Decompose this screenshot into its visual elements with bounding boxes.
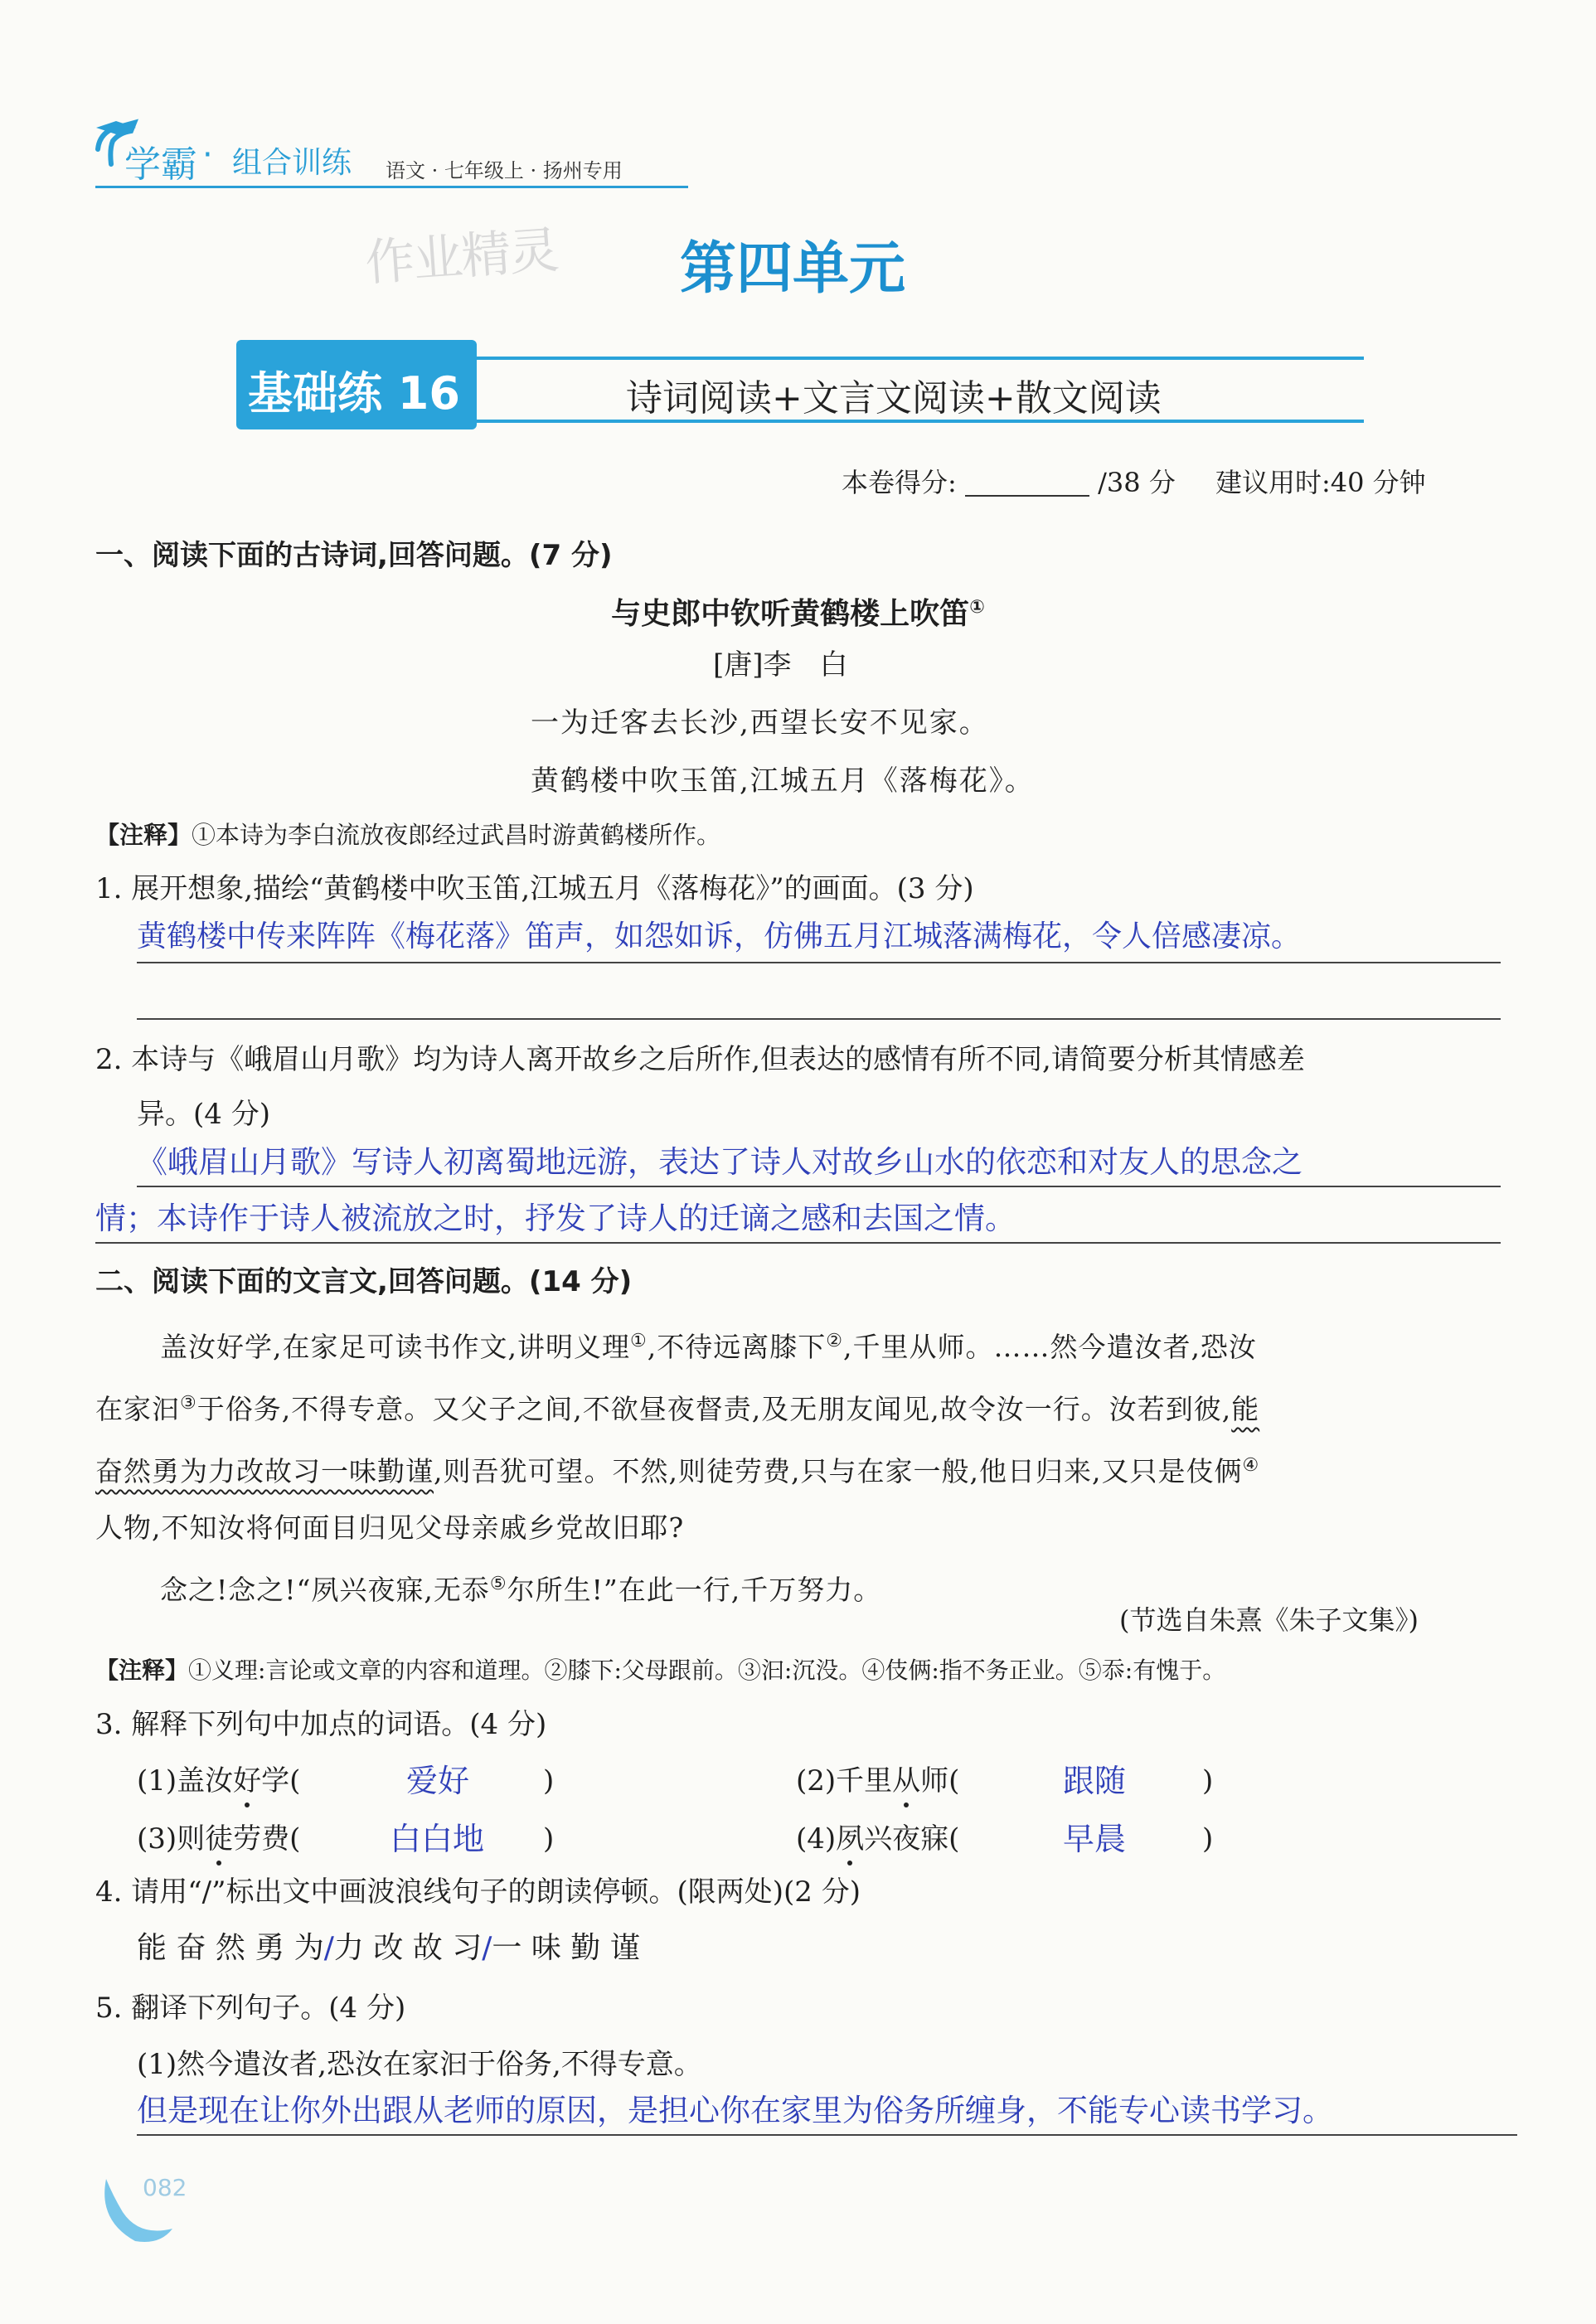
q3-close-2: ) bbox=[1202, 1764, 1214, 1798]
question-4: 4. 请用“/”标出文中画波浪线句子的朗读停顿。(限两处)(2 分) bbox=[95, 1875, 861, 1909]
q3-answer-1: 爱好 bbox=[406, 1763, 470, 1799]
answer-5-rule bbox=[137, 2134, 1517, 2136]
note-label: 【注释】 bbox=[95, 821, 192, 849]
passage bbox=[95, 1313, 1513, 1618]
answer-2-rule-1 bbox=[137, 1186, 1501, 1187]
q3-close-3: ) bbox=[543, 1822, 555, 1856]
poem-author: [唐]李 白 bbox=[713, 648, 848, 682]
brand-sub: 组合训练 bbox=[232, 146, 352, 180]
answer-1: 黄鹤楼中传来阵阵《梅花落》笛声，如怨如诉，仿佛五月江城落满梅花，令人倍感凄凉。 bbox=[137, 919, 1302, 953]
dotted-word: 夙 bbox=[836, 1819, 864, 1859]
answer-2-line-1: 《峨眉山月歌》写诗人初离蜀地远游，表达了诗人对故乡山水的依恋和对友人的思念之 bbox=[137, 1144, 1303, 1180]
banner-rule-top bbox=[477, 357, 1364, 360]
q3-item-2: (2)千里从师( bbox=[796, 1761, 959, 1801]
section-badge: 基础练 16 bbox=[248, 367, 460, 420]
passage-source: (节选自朱熹《朱子文集》) bbox=[1119, 1604, 1419, 1636]
question-5-1: (1)然今遣汝者,恐汝在家汩于俗务,不得专意。 bbox=[137, 2048, 702, 2081]
watermark: 作业精灵 bbox=[363, 221, 560, 293]
q3-close-4: ) bbox=[1202, 1822, 1214, 1856]
dotted-word: 好 bbox=[233, 1761, 261, 1801]
score-total: /38 分 bbox=[1098, 467, 1176, 498]
q3-item-4: (4)夙兴夜寐( bbox=[796, 1819, 959, 1859]
pause-slash-2: / bbox=[482, 1931, 492, 1965]
q3-answer-4: 早晨 bbox=[1063, 1821, 1127, 1857]
passage-line-2: 在家汩③于俗务,不得专意。又父子之间,不欲昼夜督责,及无朋友闻见,故令汝一行。汝若到彼,能 bbox=[95, 1393, 1260, 1425]
score-blank[interactable] bbox=[965, 470, 1089, 497]
time-label: 建议用时:40 分钟 bbox=[1215, 467, 1426, 498]
q3-answer-2: 跟随 bbox=[1063, 1763, 1127, 1799]
poem-note bbox=[95, 818, 720, 852]
score-line bbox=[842, 463, 1505, 502]
poem-title-text: 与史郎中钦听黄鹤楼上吹笛 bbox=[611, 597, 970, 631]
passage-line-4: 人物,不知汝将何面目归见父母亲戚乡党故旧耶? bbox=[95, 1511, 685, 1544]
question-3: 3. 解释下列句中加点的词语。(4 分) bbox=[95, 1708, 547, 1741]
q3-item-1: (1)盖汝好学( bbox=[137, 1761, 300, 1801]
section-banner bbox=[236, 340, 1364, 429]
note-text-2: ①义理:言论或文章的内容和道理。②膝下:父母跟前。③汩:沉没。④伎俩:指不务正业。⑤忝:有愧于。 bbox=[188, 1657, 1226, 1684]
score-label: 本卷得分: bbox=[842, 467, 957, 498]
answer-5-1: 但是现在让你外出跟从老师的原因，是担心你在家里为俗务所缠身，不能专心读书学习。 bbox=[137, 2093, 1333, 2128]
poem-line-1: 一为迁客去长沙,西望长安不见家。 bbox=[531, 706, 989, 740]
brand-main: 学霸 bbox=[124, 143, 197, 186]
q3-answer-3: 白白地 bbox=[390, 1821, 485, 1857]
wavy-sentence-start: 能 bbox=[1231, 1393, 1260, 1425]
q3-close-1: ) bbox=[543, 1764, 555, 1798]
passage-line-3: 奋然勇为力改故习一味勤谨,则吾犹可望。不然,则徒劳费,只与在家一般,他日归来,又只是伎俩④ bbox=[95, 1455, 1260, 1487]
note-text: ①本诗为李白流放夜郎经过武昌时游黄鹤楼所作。 bbox=[192, 821, 721, 849]
answer-1-line-1 bbox=[137, 962, 1501, 963]
part1-heading: 一、阅读下面的古诗词,回答问题。(7 分) bbox=[95, 539, 613, 572]
question-2-line-1: 2. 本诗与《峨眉山月歌》均为诗人离开故乡之后所作,但表达的感情有所不同,请简要分析其情感差 bbox=[95, 1043, 1305, 1076]
poem-line-2: 黄鹤楼中吹玉笛,江城五月《落梅花》。 bbox=[531, 764, 1035, 798]
note-label-2: 【注释】 bbox=[95, 1657, 189, 1684]
header bbox=[91, 116, 688, 191]
wavy-sentence: 奋然勇为力改故习一味勤谨 bbox=[95, 1455, 434, 1487]
question-1: 1. 展开想象,描绘“黄鹤楼中吹玉笛,江城五月《落梅花》”的画面。(3 分) bbox=[95, 872, 974, 905]
page-number: 082 bbox=[143, 2174, 187, 2201]
brand-dot: · bbox=[202, 136, 213, 174]
question-2-line-2: 异。(4 分) bbox=[137, 1098, 270, 1131]
pause-slash-1: / bbox=[323, 1931, 334, 1965]
passage-note bbox=[95, 1653, 1225, 1688]
answer-1-line-2 bbox=[137, 1018, 1501, 1020]
dotted-word: 徒 bbox=[205, 1819, 233, 1859]
subject-label: 语文 · 七年级上 · 扬州专用 bbox=[386, 159, 623, 182]
dotted-word: 从 bbox=[892, 1761, 920, 1801]
passage-line-5: 念之!念之!“夙兴夜寐,无忝⑤尔所生!”在此一行,千万努力。 bbox=[160, 1574, 882, 1606]
q3-item-3: (3)则徒劳费( bbox=[137, 1819, 300, 1859]
part2-heading: 二、阅读下面的文言文,回答问题。(14 分) bbox=[95, 1265, 633, 1298]
poem-title bbox=[0, 587, 1596, 635]
answer-4: 能 奋 然 勇 为/力 改 故 习/一 味 勤 谨 bbox=[137, 1931, 640, 1965]
passage-line-1: 盖汝好学,在家足可读书作文,讲明义理①,不待远离膝下②,千里从师。……然今遣汝者,恐汝 bbox=[160, 1331, 1257, 1363]
header-rule bbox=[95, 186, 688, 188]
section-subtitle: 诗词阅读+文言文阅读+散文阅读 bbox=[626, 377, 1162, 420]
poem-note-mark: ① bbox=[969, 597, 985, 618]
unit-title: 第四单元 bbox=[680, 235, 906, 302]
answer-2-line-2: 情；本诗作于诗人被流放之时，抒发了诗人的迁谪之感和去国之情。 bbox=[95, 1201, 1016, 1236]
answer-2-rule-2 bbox=[95, 1242, 1501, 1244]
question-5: 5. 翻译下列句子。(4 分) bbox=[95, 1992, 406, 2025]
